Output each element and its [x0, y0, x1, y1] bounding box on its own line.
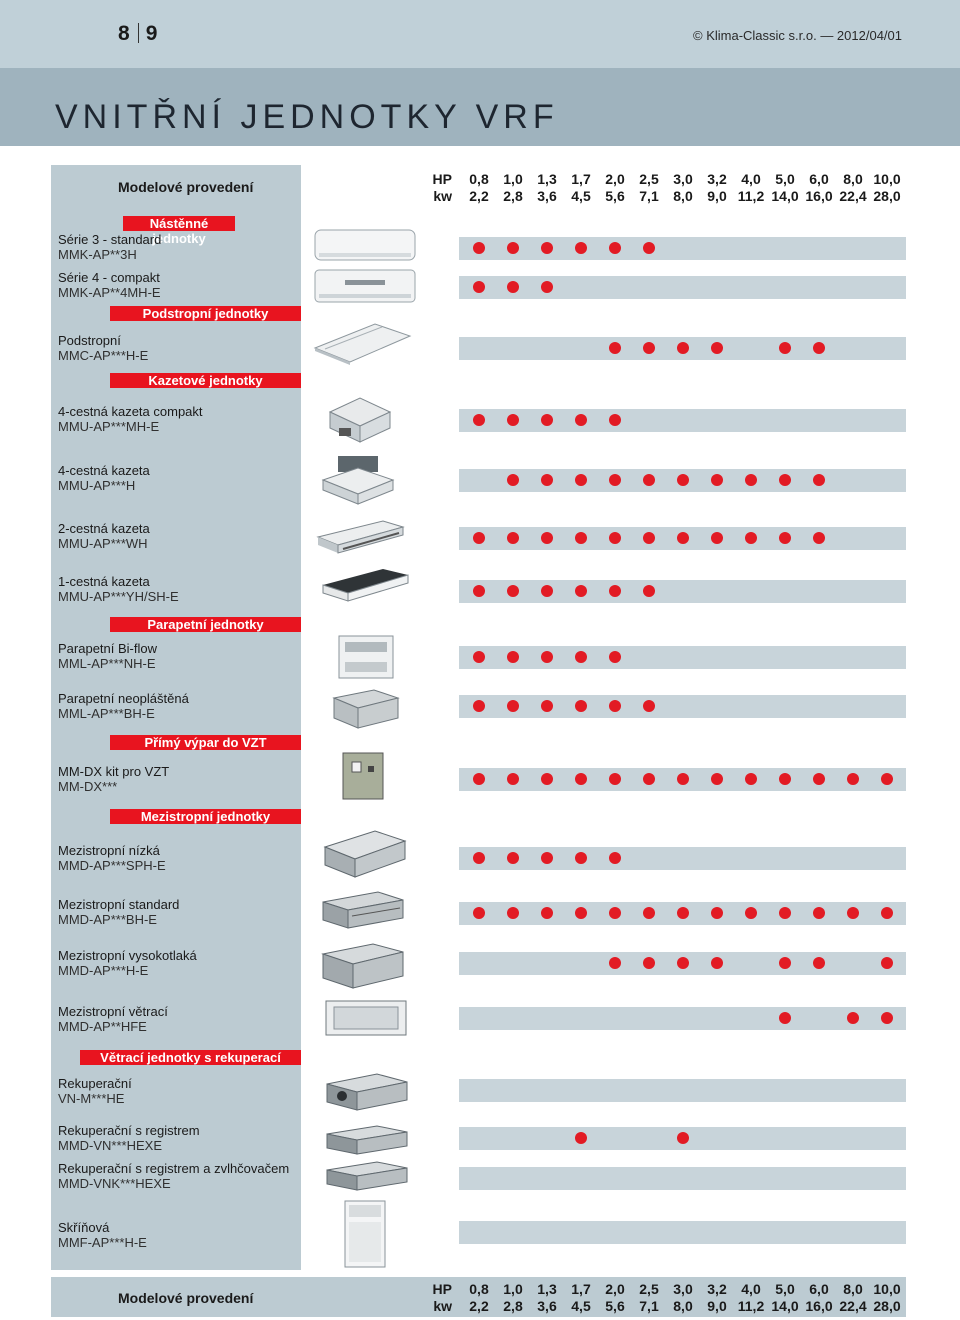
availability-dot: [677, 773, 689, 785]
product-images-wall: [305, 220, 420, 310]
availability-dot: [677, 957, 689, 969]
section-header-console: Parapetní jednotky: [110, 617, 301, 632]
model-label-ducted-low: Mezistropní nízká MMD-AP***SPH-E: [58, 843, 166, 873]
availability-dot: [473, 585, 485, 597]
model-label-4way-compact: 4-cestná kazeta compakt MMU-AP***MH-E: [58, 404, 203, 434]
availability-dot: [609, 907, 621, 919]
availability-dot: [881, 773, 893, 785]
product-image-ducted-std: [318, 888, 408, 933]
footer-hp-value: 3,0: [673, 1281, 693, 1297]
model-label-erv-dx: Rekuperační s registrem MMD-VN***HEXE: [58, 1123, 200, 1153]
product-image-dx-kit: [340, 750, 386, 802]
section-header-wall: Nástěnné jednotky: [123, 216, 235, 231]
model-label-4way: 4-cestná kazeta MMU-AP***H: [58, 463, 150, 493]
availability-dot: [473, 414, 485, 426]
availability-dot: [575, 700, 587, 712]
availability-dot: [677, 342, 689, 354]
availability-dot: [507, 852, 519, 864]
availability-dot: [575, 852, 587, 864]
hp-label: HP: [432, 171, 452, 187]
availability-dot: [847, 773, 859, 785]
availability-dot: [507, 281, 519, 293]
availability-dot: [711, 532, 723, 544]
availability-dot: [643, 532, 655, 544]
product-image-2way-cassette: [313, 515, 408, 560]
product-image-ducted-low: [320, 825, 410, 881]
availability-dot: [847, 907, 859, 919]
footer-hp-value: 5,0: [775, 1281, 795, 1297]
footer-kw-value: 7,1: [639, 1298, 659, 1314]
footer-kw-value: 9,0: [707, 1298, 727, 1314]
header-hp-value: 0,8: [469, 171, 489, 187]
table-header-label: Modelové provedení: [118, 179, 254, 195]
availability-dot: [507, 532, 519, 544]
model-label-cabinet: Skříňová MMF-AP***H-E: [58, 1220, 147, 1250]
footer-kw-value: 8,0: [673, 1298, 693, 1314]
availability-dot: [779, 474, 791, 486]
availability-dot: [847, 1012, 859, 1024]
availability-dot: [609, 242, 621, 254]
availability-dot: [507, 651, 519, 663]
header-kw-value: 2,8: [503, 188, 523, 204]
availability-dot: [541, 532, 553, 544]
page-numbers: 8 9: [118, 22, 159, 45]
capacity-row-bar: [459, 409, 906, 432]
availability-dot: [473, 907, 485, 919]
footer-hp-value: 0,8: [469, 1281, 489, 1297]
header-hp-value: 1,7: [571, 171, 591, 187]
availability-dot: [643, 700, 655, 712]
header-hp-value: 4,0: [741, 171, 761, 187]
footer-hp-value: 10,0: [873, 1281, 901, 1297]
footer-kw-value: 14,0: [771, 1298, 799, 1314]
availability-dot: [745, 907, 757, 919]
model-label-2way: 2-cestná kazeta MMU-AP***WH: [58, 521, 150, 551]
section-header-ceiling: Podstropní jednotky: [110, 306, 301, 321]
section-header-ventilation: Větrací jednotky s rekuperací: [80, 1050, 301, 1065]
product-image-biflow: [335, 632, 397, 682]
availability-dot: [507, 585, 519, 597]
availability-dot: [711, 957, 723, 969]
header-kw-value: 8,0: [673, 188, 693, 204]
header-kw-value: 28,0: [873, 188, 901, 204]
header-kw-value: 7,1: [639, 188, 659, 204]
availability-dot: [609, 651, 621, 663]
availability-dot: [813, 907, 825, 919]
footer-hp-value: 8,0: [843, 1281, 863, 1297]
header-hp-value: 10,0: [873, 171, 901, 187]
availability-dot: [507, 414, 519, 426]
header-kw-value: 4,5: [571, 188, 591, 204]
page-title: VNITŘNÍ JEDNOTKY VRF: [55, 98, 559, 136]
header-kw-value: 3,6: [537, 188, 557, 204]
availability-dot: [575, 585, 587, 597]
product-image-cassette: [318, 452, 398, 508]
availability-dot: [813, 342, 825, 354]
footer-kw-value: 2,2: [469, 1298, 489, 1314]
model-label-1way: 1-cestná kazeta MMU-AP***YH/SH-E: [58, 574, 179, 604]
kw-label: kw: [433, 188, 452, 204]
availability-dot: [609, 414, 621, 426]
product-image-1way-cassette: [318, 565, 413, 605]
footer-hp-value: 1,3: [537, 1281, 557, 1297]
availability-dot: [609, 700, 621, 712]
footer-kw-value: 4,5: [571, 1298, 591, 1314]
model-label-console-bare: Parapetní neopláštěná MML-AP***BH-E: [58, 691, 189, 721]
footer-kw-label: kw: [433, 1298, 452, 1314]
model-label-series3: Série 3 - standard MMK-AP**3H: [58, 232, 162, 262]
availability-dot: [609, 342, 621, 354]
availability-dot: [779, 907, 791, 919]
capacity-row-bar: [459, 276, 906, 299]
availability-dot: [813, 474, 825, 486]
header-kw-value: 22,4: [839, 188, 867, 204]
model-label-ducted-fresh: Mezistropní větrací MMD-AP**HFE: [58, 1004, 168, 1034]
availability-dot: [813, 957, 825, 969]
product-image-ducted-fresh: [318, 993, 413, 1043]
section-header-dx: Přímý výpar do VZT: [110, 735, 301, 750]
header-hp-value: 1,0: [503, 171, 523, 187]
header-hp-value: 8,0: [843, 171, 863, 187]
header-hp-value: 1,3: [537, 171, 557, 187]
availability-dot: [541, 585, 553, 597]
availability-dot: [541, 651, 553, 663]
availability-dot: [711, 773, 723, 785]
product-image-console-bare: [330, 686, 402, 730]
header-kw-value: 14,0: [771, 188, 799, 204]
availability-dot: [541, 700, 553, 712]
availability-dot: [643, 957, 655, 969]
product-image-erv: [322, 1070, 412, 1115]
availability-dot: [813, 773, 825, 785]
availability-dot: [609, 532, 621, 544]
availability-dot: [541, 414, 553, 426]
footer-hp-value: 4,0: [741, 1281, 761, 1297]
footer-hp-value: 2,5: [639, 1281, 659, 1297]
header-kw-value: 11,2: [737, 188, 765, 204]
availability-dot: [609, 852, 621, 864]
capacity-row-bar: [459, 237, 906, 260]
capacity-row-bar: [459, 847, 906, 870]
footer-kw-value: 5,6: [605, 1298, 625, 1314]
header-kw-value: 2,2: [469, 188, 489, 204]
availability-dot: [609, 773, 621, 785]
availability-dot: [779, 342, 791, 354]
availability-dot: [575, 773, 587, 785]
availability-dot: [745, 474, 757, 486]
availability-dot: [643, 342, 655, 354]
availability-dot: [507, 773, 519, 785]
availability-dot: [507, 242, 519, 254]
availability-dot: [575, 532, 587, 544]
footer-hp-value: 1,7: [571, 1281, 591, 1297]
copyright-text: © Klima-Classic s.r.o. — 2012/04/01: [693, 28, 902, 43]
availability-dot: [745, 532, 757, 544]
product-images-erv-dx: [322, 1122, 412, 1194]
availability-dot: [643, 474, 655, 486]
header-hp-value: 2,5: [639, 171, 659, 187]
model-label-biflow: Parapetní Bi-flow MML-AP***NH-E: [58, 641, 157, 671]
header-kw-value: 9,0: [707, 188, 727, 204]
header-hp-value: 3,0: [673, 171, 693, 187]
availability-dot: [541, 281, 553, 293]
product-image-ceiling: [310, 318, 415, 366]
model-label-ducted-std: Mezistropní standard MMD-AP***BH-E: [58, 897, 180, 927]
availability-dot: [779, 532, 791, 544]
footer-hp-value: 6,0: [809, 1281, 829, 1297]
header-kw-value: 5,6: [605, 188, 625, 204]
product-image-cassette-compact: [325, 392, 395, 448]
header-hp-value: 6,0: [809, 171, 829, 187]
footer-kw-value: 3,6: [537, 1298, 557, 1314]
availability-dot: [541, 474, 553, 486]
model-label-series4: Série 4 - compakt MMK-AP**4MH-E: [58, 270, 161, 300]
availability-dot: [779, 1012, 791, 1024]
availability-dot: [473, 773, 485, 785]
availability-dot: [473, 651, 485, 663]
section-header-ducted: Mezistropní jednotky: [110, 809, 301, 824]
availability-dot: [473, 700, 485, 712]
availability-dot: [779, 957, 791, 969]
capacity-row-bar: [459, 580, 906, 603]
capacity-row-bar: [459, 1221, 906, 1244]
footer-hp-label: HP: [432, 1281, 452, 1297]
footer-kw-value: 16,0: [805, 1298, 833, 1314]
availability-dot: [643, 907, 655, 919]
availability-dot: [711, 907, 723, 919]
availability-dot: [745, 773, 757, 785]
model-label-ducted-high: Mezistropní vysokotlaká MMD-AP***H-E: [58, 948, 197, 978]
availability-dot: [677, 474, 689, 486]
availability-dot: [575, 414, 587, 426]
footer-kw-value: 11,2: [737, 1298, 765, 1314]
availability-dot: [881, 957, 893, 969]
footer-hp-value: 1,0: [503, 1281, 523, 1297]
footer-kw-value: 2,8: [503, 1298, 523, 1314]
availability-dot: [643, 242, 655, 254]
availability-dot: [813, 532, 825, 544]
availability-dot: [779, 773, 791, 785]
capacity-row-bar: [459, 695, 906, 718]
availability-dot: [677, 532, 689, 544]
availability-dot: [507, 700, 519, 712]
availability-dot: [473, 532, 485, 544]
availability-dot: [575, 1132, 587, 1144]
availability-dot: [575, 242, 587, 254]
capacity-row-bar: [459, 1079, 906, 1102]
availability-dot: [473, 852, 485, 864]
availability-dot: [609, 585, 621, 597]
model-label-erv: Rekuperační VN-M***HE: [58, 1076, 132, 1106]
header-hp-value: 2,0: [605, 171, 625, 187]
availability-dot: [575, 474, 587, 486]
header-hp-value: 5,0: [775, 171, 795, 187]
availability-dot: [575, 907, 587, 919]
product-image-cabinet: [340, 1198, 390, 1270]
footer-kw-value: 28,0: [873, 1298, 901, 1314]
capacity-row-bar: [459, 1167, 906, 1190]
footer-hp-value: 2,0: [605, 1281, 625, 1297]
availability-dot: [473, 281, 485, 293]
availability-dot: [541, 907, 553, 919]
capacity-row-bar: [459, 1007, 906, 1030]
availability-dot: [609, 957, 621, 969]
footer-hp-value: 3,2: [707, 1281, 727, 1297]
availability-dot: [541, 773, 553, 785]
availability-dot: [575, 651, 587, 663]
model-label-erv-dx-hum: Rekuperační s registrem a zvlhčovačem MMD-VNK***HEXE: [58, 1161, 290, 1191]
availability-dot: [643, 585, 655, 597]
section-header-cassette: Kazetové jednotky: [110, 373, 301, 388]
availability-dot: [609, 474, 621, 486]
availability-dot: [881, 907, 893, 919]
availability-dot: [711, 474, 723, 486]
availability-dot: [677, 907, 689, 919]
availability-dot: [507, 474, 519, 486]
availability-dot: [677, 1132, 689, 1144]
availability-dot: [541, 242, 553, 254]
availability-dot: [507, 907, 519, 919]
footer-kw-value: 22,4: [839, 1298, 867, 1314]
model-label-dx-kit: MM-DX kit pro VZT MM-DX***: [58, 764, 170, 794]
availability-dot: [473, 242, 485, 254]
availability-dot: [881, 1012, 893, 1024]
availability-dot: [711, 342, 723, 354]
availability-dot: [643, 773, 655, 785]
capacity-row-bar: [459, 646, 906, 669]
product-image-ducted-high: [318, 938, 408, 993]
model-label-ceiling: Podstropní MMC-AP***H-E: [58, 333, 149, 363]
footer-header-label: Modelové provedení: [118, 1290, 254, 1306]
header-hp-value: 3,2: [707, 171, 727, 187]
availability-dot: [541, 852, 553, 864]
header-kw-value: 16,0: [805, 188, 833, 204]
